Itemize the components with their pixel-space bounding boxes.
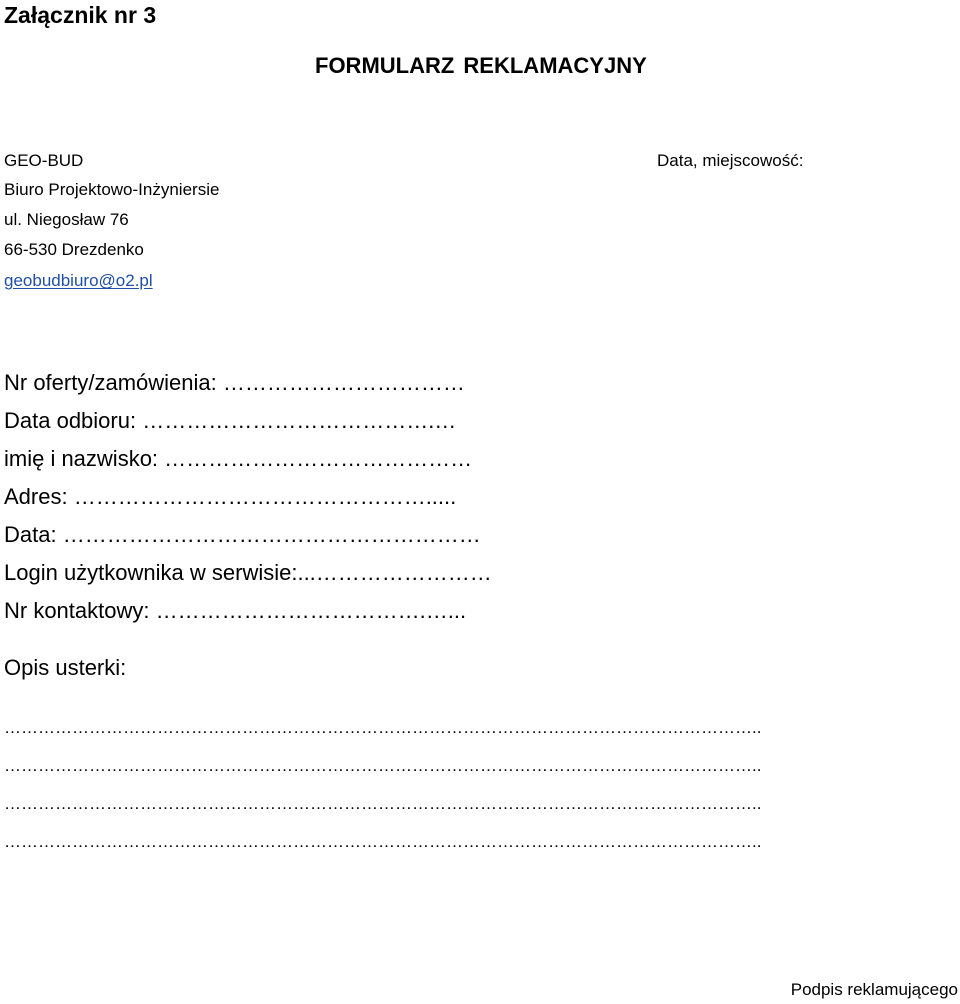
company-street: ul. Niegosław 76 xyxy=(4,210,129,229)
field-order-number: Nr oferty/zamówienia: …………………………… xyxy=(4,370,465,395)
field-address: Adres: …………………………………………..... xyxy=(4,484,457,509)
date-place-label: Data, miejscowość: xyxy=(657,151,804,170)
page-title: FORMULARZ REKLAMACYJNY xyxy=(315,53,647,78)
defect-line: …………………………………………………………………………………………………………………….. xyxy=(4,794,762,813)
company-city: 66-530 Drezdenko xyxy=(4,240,144,259)
defect-line: …………………………………………………………………………………………………………………….. xyxy=(4,718,762,737)
signature-label: Podpis reklamującego xyxy=(790,980,958,999)
company-name: GEO-BUD xyxy=(4,151,84,170)
field-full-name: imię i nazwisko: …………………………………… xyxy=(4,446,473,471)
field-date: Data: ………………………………………………… xyxy=(4,522,481,547)
field-login: Login użytkownika w serwisie:...…………………… xyxy=(4,560,492,585)
company-subtitle: Biuro Projektowo-Inżyniersie xyxy=(4,180,220,199)
attachment-title: Załącznik nr 3 xyxy=(4,2,157,28)
company-email-link[interactable]: geobudbiuro@o2.pl xyxy=(4,271,153,290)
defect-line: …………………………………………………………………………………………………………………….. xyxy=(4,756,762,775)
field-contact-number: Nr kontaktowy: ……………………………….…... xyxy=(4,598,467,623)
defect-description-label: Opis usterki: xyxy=(4,655,127,680)
defect-line: …………………………………………………………………………………………………………………….. xyxy=(4,832,762,851)
field-pickup-date: Data odbioru: ………………………………….… xyxy=(4,408,457,433)
